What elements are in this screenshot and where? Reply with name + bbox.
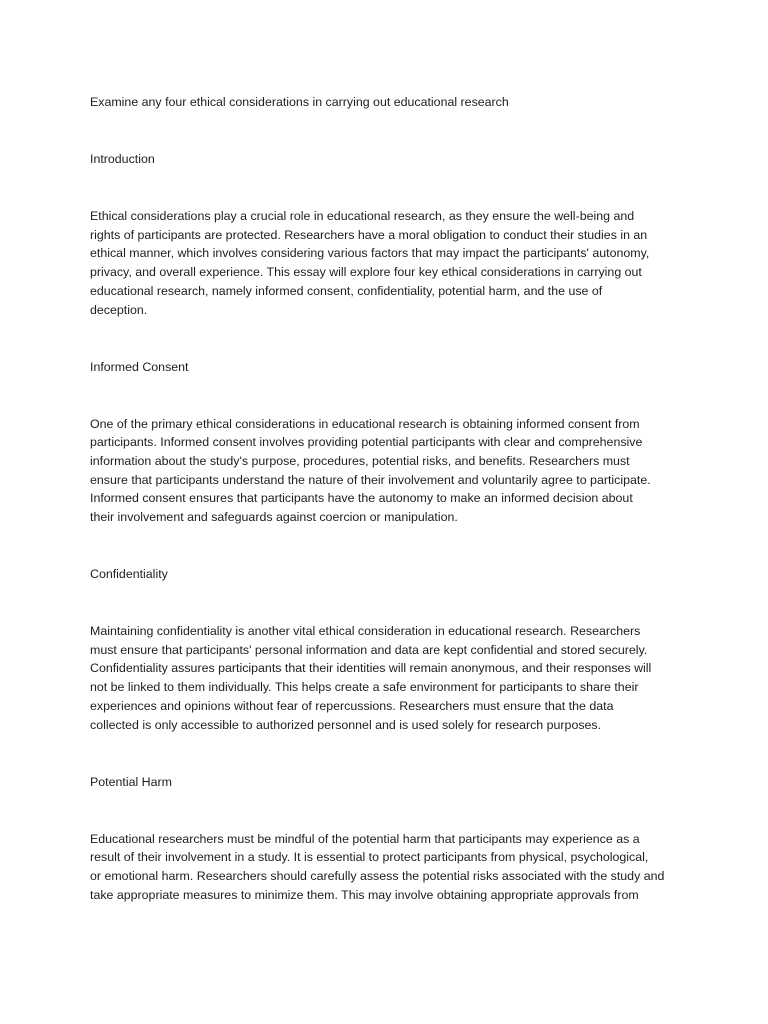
paragraph-line: Educational researchers must be mindful of the potential harm that participants may experience as a [90, 831, 640, 846]
paragraph-line: educational research, namely informed consent, confidentiality, potential harm, and the use of [90, 283, 603, 298]
paragraph-line: Informed consent ensures that participants have the autonomy to make an informed decision about [90, 491, 633, 506]
essay-body [90, 93, 690, 904]
paragraph-line: rights of participants are protected. Researchers have a moral obligation to conduct their studies in an [90, 227, 648, 242]
spacer [90, 734, 690, 772]
paragraph-potential-harm [90, 830, 690, 905]
paragraph-line: their involvement and safeguards against coercion or manipulation. [90, 510, 458, 525]
section-heading-confidentiality: Confidentiality [90, 567, 168, 582]
section-heading-introduction: Introduction [90, 152, 155, 166]
paragraph-line: must ensure that participants' personal information and data are kept confidential and stored securely. [90, 642, 648, 657]
spacer [90, 376, 690, 414]
spacer [90, 112, 690, 150]
essay-title: Examine any four ethical considerations in carrying out educational research [90, 95, 509, 109]
section-heading-informed-consent: Informed Consent [90, 359, 189, 374]
paragraph-line: privacy, and overall experience. This essay will explore four key ethical considerations in carrying out [90, 265, 642, 280]
paragraph-line: or emotional harm. Researchers should carefully assess the potential risks associated with the study and [90, 868, 665, 883]
paragraph-line: take appropriate measures to minimize them. This may involve obtaining appropriate approvals from [90, 887, 639, 902]
paragraph-line: not be linked to them individually. This helps create a safe environment for participants to share their [90, 680, 639, 695]
paragraph-line: participants. Informed consent involves providing potential participants with clear and comprehensive [90, 435, 643, 450]
paragraph-line: ethical manner, which involves considering various factors that may impact the participants' autonomy, [90, 246, 650, 261]
paragraph-line: deception. [90, 302, 148, 317]
paragraph-line: ensure that participants understand the nature of their involvement and voluntarily agree to participate. [90, 472, 651, 487]
paragraph-line: information about the study's purpose, procedures, potential risks, and benefits. Researchers must [90, 453, 630, 468]
spacer [90, 169, 690, 207]
paragraph-line: Confidentiality assures participants that their identities will remain anonymous, and their responses will [90, 661, 652, 676]
paragraph-line: Maintaining confidentiality is another vital ethical consideration in educational research. Researchers [90, 624, 641, 639]
paragraph-informed-consent [90, 415, 690, 527]
paragraph-line: One of the primary ethical considerations in educational research is obtaining informed consent from [90, 416, 640, 431]
paragraph-introduction [90, 207, 690, 319]
spacer [90, 319, 690, 357]
section-heading-potential-harm: Potential Harm [90, 774, 172, 789]
spacer [90, 527, 690, 565]
paragraph-line: experiences and opinions without fear of repercussions. Researchers must ensure that the data [90, 698, 614, 713]
spacer [90, 791, 690, 829]
paragraph-line: collected is only accessible to authorized personnel and is used solely for research purposes. [90, 717, 602, 732]
spacer [90, 584, 690, 622]
paragraph-confidentiality [90, 622, 690, 734]
paragraph-line: result of their involvement in a study. It is essential to protect participants from physical, psychological, [90, 850, 649, 865]
paragraph-line: Ethical considerations play a crucial role in educational research, as they ensure the well-being and [90, 209, 635, 223]
